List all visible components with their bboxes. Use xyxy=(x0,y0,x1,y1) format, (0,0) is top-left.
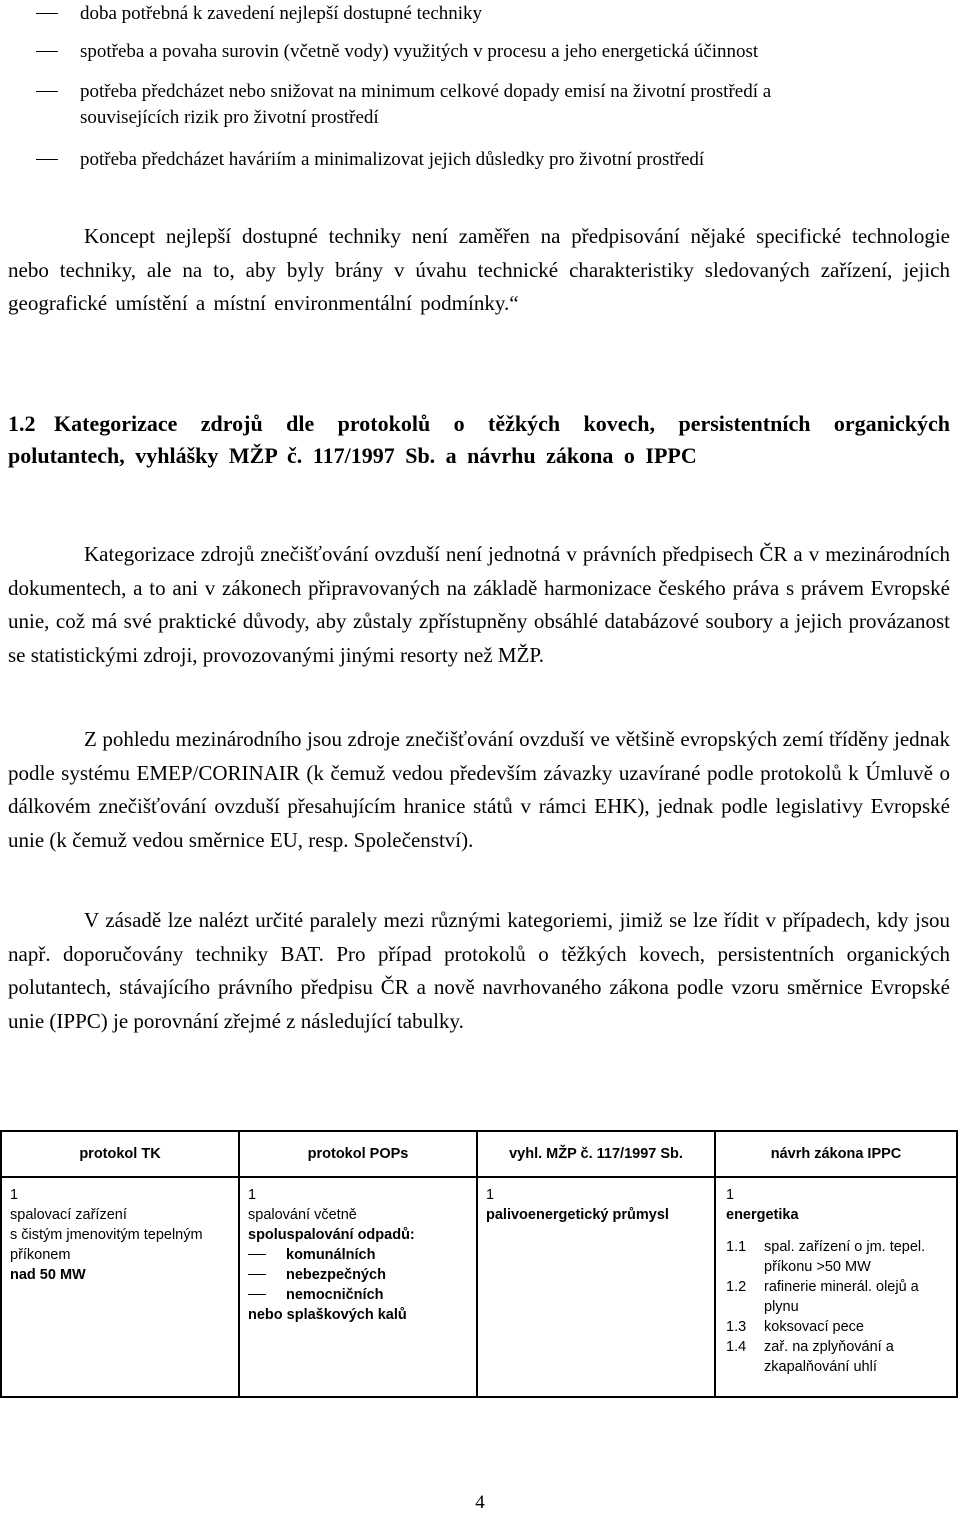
cell-subitem xyxy=(248,1285,472,1305)
cell-line: palivoenergetický průmysl xyxy=(486,1207,669,1223)
cell-subitem xyxy=(726,1317,952,1337)
cell-subitem xyxy=(248,1265,472,1285)
comparison-table xyxy=(0,1130,958,1398)
table-cell-ippc xyxy=(726,1185,952,1377)
column-header-vyhlaska: vyhl. MŽP č. 117/1997 Sb. xyxy=(509,1146,683,1162)
column-header-pops: protokol POPs xyxy=(307,1146,409,1162)
column-header-ippc: návrh zákona IPPC xyxy=(770,1146,902,1162)
cell-subitem xyxy=(726,1337,952,1377)
subitem-text: zař. na zplyňování a zkapalňování uhlí xyxy=(764,1339,894,1375)
paragraph-text: Kategorizace zdrojů znečišťování ovzduší není jednotná v právních předpisech ČR a v mezinárodních dokumentech, a to ani v zákonech připravovaných na základě harmonizace českého práva s právem Evropské unie, což má své praktické důvody, aby zůstaly zpřístupněny obsáhlé databázové soubory a jejich provázanost se statistickými zdroji, provozovanými jinými resorty než MŽP. xyxy=(8,542,950,667)
cell-line: nebo splaškových kalů xyxy=(248,1307,407,1323)
column-header-tk: protokol TK xyxy=(79,1146,161,1162)
paragraph-text: Koncept nejlepší dostupné techniky není zaměřen na předpisování nějaké specifické technologie nebo techniky, ale na to, aby byly brány v úvahu technické charakteristiky sledovaných zařízení, jejich geografické umístění a místní environmentální podmínky.“ xyxy=(8,224,950,315)
section-number: 1.2 xyxy=(8,411,36,436)
table-cell-tk xyxy=(10,1185,234,1285)
list-item-text: spotřeba a povaha surovin (včetně vody) využitých v procesu a jeho energetická účinnost xyxy=(80,41,759,62)
cell-line: spalovací zařízení xyxy=(10,1207,127,1223)
paragraph-bat-concept xyxy=(8,220,950,321)
list-item-text: souvisejících rizik pro životní prostředí xyxy=(80,107,379,128)
table-column-divider xyxy=(476,1132,478,1396)
table-column-divider xyxy=(714,1132,716,1396)
subitem-number: 1.2 xyxy=(726,1279,747,1295)
table-column-divider xyxy=(238,1132,240,1396)
page-number: 4 xyxy=(475,1492,485,1513)
list-item-text: potřeba předcházet nebo snižovat na minimum celkové dopady emisí na životní prostředí a xyxy=(80,81,772,102)
list-item-text: potřeba předcházet haváriím a minimalizovat jejich důsledky pro životní prostředí xyxy=(80,149,705,170)
cell-number: 1 xyxy=(486,1187,495,1203)
cell-line: energetika xyxy=(726,1207,799,1223)
cell-line: nad 50 MW xyxy=(10,1267,86,1283)
cell-subitem-text: komunálních xyxy=(286,1247,376,1263)
subitem-text: koksovací pece xyxy=(764,1319,864,1335)
table-cell-vyhlaska xyxy=(486,1185,710,1225)
paragraph-parallels xyxy=(8,904,950,1038)
subitem-number: 1.4 xyxy=(726,1339,747,1355)
cell-subitem-text: nebezpečných xyxy=(286,1267,386,1283)
paragraph-international xyxy=(8,723,950,857)
paragraph-text: Z pohledu mezinárodního jsou zdroje znečišťování ovzduší ve většině evropských zemí tříděny jednak podle systému EMEP/CORINAIR (k čemuž vedou především závazky uzavírané podle protokolů k Úmluvě o dálkovém znečišťování ovzduší přesahujícím hranice států v rámci EHK), jednak podle legislativy Evropské unie (k čemuž vedou směrnice EU, resp. Společenství). xyxy=(8,727,950,852)
cell-line: spoluspalování odpadů: xyxy=(248,1227,415,1243)
cell-number: 1 xyxy=(726,1187,735,1203)
cell-number: 1 xyxy=(10,1187,19,1203)
paragraph-categorization xyxy=(8,538,950,672)
section-title: Kategorizace zdrojů dle protokolů o těžkých kovech, persistentních organických polutantech, vyhlášky MŽP č. 117/1997 Sb. a návrhu zákona o IPPC xyxy=(8,411,950,468)
cell-line: s čistým jmenovitým tepelným příkonem xyxy=(10,1227,203,1263)
list-item-text: doba potřebná k zavedení nejlepší dostupné techniky xyxy=(80,3,483,24)
cell-number: 1 xyxy=(248,1187,257,1203)
section-heading xyxy=(8,408,950,472)
cell-subitem xyxy=(726,1237,952,1277)
cell-subitem xyxy=(726,1277,952,1317)
cell-line: spalování včetně xyxy=(248,1207,357,1223)
cell-subitem xyxy=(248,1245,472,1265)
subitem-number: 1.3 xyxy=(726,1319,747,1335)
subitem-number: 1.1 xyxy=(726,1239,747,1255)
paragraph-text: V zásadě lze nalézt určité paralely mezi různými kategoriemi, jimiž se lze řídit v případech, kdy jsou např. doporučovány techniky BAT. Pro případ protokolů o těžkých kovech, persistentních organických polutantech, stávajícího právního předpisu ČR a nově navrhovaného zákona podle vzoru směrnice Evropské unie (IPPC) je porovnání zřejmé z následující tabulky. xyxy=(8,908,950,1033)
table-cell-pops xyxy=(248,1185,472,1325)
cell-subitem-text: nemocničních xyxy=(286,1287,384,1303)
subitem-text: spal. zařízení o jm. tepel. příkonu >50 MW xyxy=(764,1239,926,1275)
subitem-text: rafinerie minerál. olejů a plynu xyxy=(764,1279,919,1315)
